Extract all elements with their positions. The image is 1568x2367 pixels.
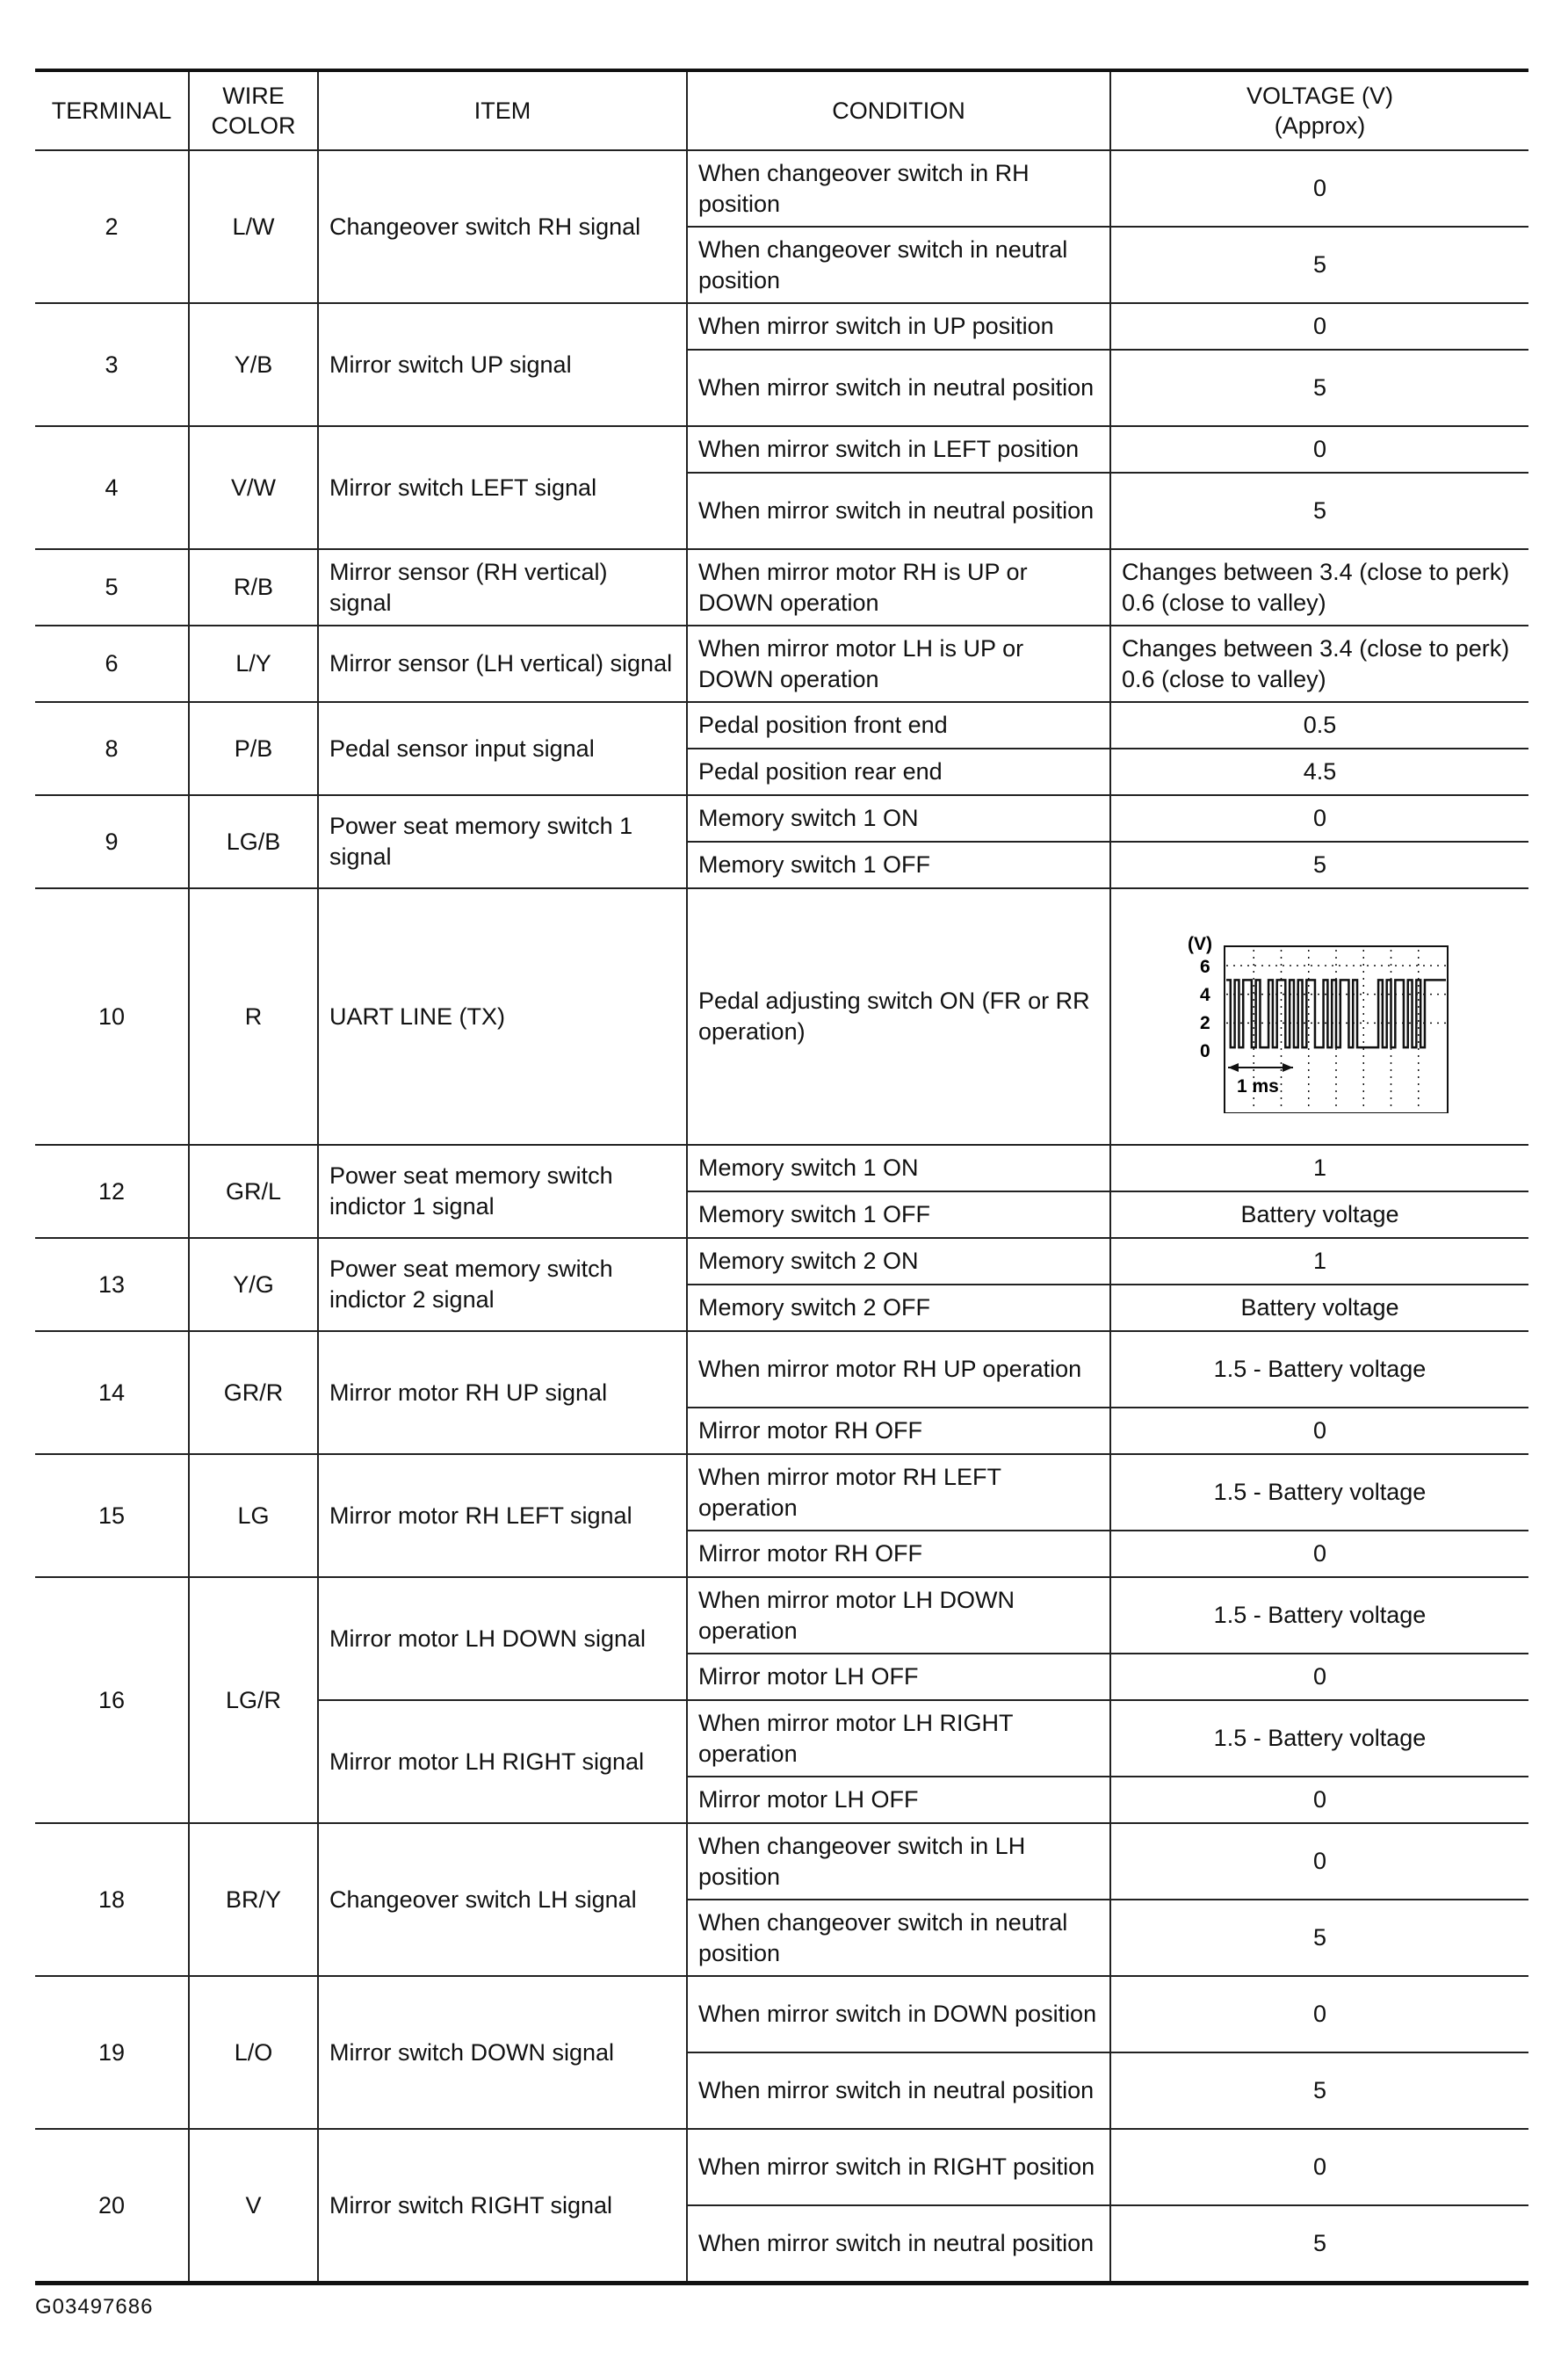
voltage-cell: 0.5	[1110, 702, 1528, 749]
voltage-cell: 5	[1110, 350, 1528, 426]
terminal-cell: 15	[35, 1454, 189, 1577]
voltage-cell: 1.5 - Battery voltage	[1110, 1700, 1528, 1777]
condition-cell: When mirror motor RH LEFT operation	[687, 1454, 1110, 1531]
terminal-cell: 12	[35, 1145, 189, 1238]
table-row	[35, 426, 1528, 473]
item-cell: Pedal sensor input signal	[318, 702, 687, 795]
voltage-cell: Changes between 3.4 (close to perk) 0.6 (close to valley)	[1110, 626, 1528, 702]
terminal-cell: 13	[35, 1238, 189, 1331]
table-row	[35, 1454, 1528, 1531]
wire-color-cell: L/W	[189, 150, 318, 303]
table-row	[35, 888, 1528, 1145]
voltage-cell: 5	[1110, 1900, 1528, 1976]
terminal-cell: 5	[35, 549, 189, 626]
item-cell: Power seat memory switch indictor 1 signal	[318, 1145, 687, 1238]
table-row	[35, 1976, 1528, 2052]
terminal-cell: 6	[35, 626, 189, 702]
voltage-cell: 0	[1110, 426, 1528, 473]
wire-color-cell: GR/L	[189, 1145, 318, 1238]
waveform-y-tick: 6	[1199, 957, 1210, 977]
condition-cell: When changeover switch in RH position	[687, 150, 1110, 227]
condition-cell: Mirror motor RH OFF	[687, 1531, 1110, 1577]
condition-cell: Memory switch 2 ON	[687, 1238, 1110, 1285]
condition-cell: When mirror motor RH UP operation	[687, 1331, 1110, 1408]
voltage-cell: 0	[1110, 303, 1528, 350]
header-condition: CONDITION	[687, 70, 1110, 150]
voltage-cell: 1	[1110, 1238, 1528, 1285]
terminal-cell: 3	[35, 303, 189, 426]
item-cell: Mirror motor RH UP signal	[318, 1331, 687, 1454]
waveform-trace	[1226, 980, 1446, 1047]
voltage-cell: 0	[1110, 1654, 1528, 1700]
voltage-cell: 5	[1110, 842, 1528, 888]
table-row	[35, 1145, 1528, 1191]
header-row	[35, 70, 1528, 150]
header-wire-color: WIRE COLOR	[189, 70, 318, 150]
condition-cell: Memory switch 1 OFF	[687, 842, 1110, 888]
voltage-cell: 0	[1110, 1408, 1528, 1454]
wire-color-cell: L/O	[189, 1976, 318, 2129]
uart-waveform	[1184, 920, 1456, 1113]
condition-cell: When mirror motor RH is UP or DOWN operation	[687, 549, 1110, 626]
wire-color-cell: LG/R	[189, 1577, 318, 1823]
condition-cell: When mirror switch in neutral position	[687, 473, 1110, 549]
voltage-cell: 5	[1110, 227, 1528, 303]
header-terminal: TERMINAL	[35, 70, 189, 150]
wire-color-cell: LG	[189, 1454, 318, 1577]
item-cell: Mirror sensor (RH vertical) signal	[318, 549, 687, 626]
waveform-y-tick: 0	[1199, 1041, 1210, 1061]
terminal-cell: 18	[35, 1823, 189, 1976]
voltage-cell: 0	[1110, 1777, 1528, 1823]
voltage-cell: 5	[1110, 2205, 1528, 2284]
wire-color-cell: R/B	[189, 549, 318, 626]
terminal-cell: 9	[35, 795, 189, 888]
item-cell: Mirror sensor (LH vertical) signal	[318, 626, 687, 702]
terminal-voltage-table	[35, 69, 1528, 2285]
condition-cell: Pedal position rear end	[687, 749, 1110, 795]
condition-cell: When mirror motor LH RIGHT operation	[687, 1700, 1110, 1777]
table-row	[35, 549, 1528, 626]
voltage-cell: 0	[1110, 795, 1528, 842]
condition-cell: When mirror switch in DOWN position	[687, 1976, 1110, 2052]
waveform-y-tick: 4	[1199, 985, 1210, 1005]
condition-cell: When mirror motor LH is UP or DOWN operation	[687, 626, 1110, 702]
voltage-cell: 0	[1110, 150, 1528, 227]
table-row	[35, 150, 1528, 227]
condition-cell: Memory switch 2 OFF	[687, 1285, 1110, 1331]
item-cell: Mirror switch LEFT signal	[318, 426, 687, 549]
wire-color-cell: Y/G	[189, 1238, 318, 1331]
condition-cell: Mirror motor LH OFF	[687, 1654, 1110, 1700]
wire-color-cell: GR/R	[189, 1331, 318, 1454]
voltage-cell: 1.5 - Battery voltage	[1110, 1577, 1528, 1654]
header-voltage-line1: VOLTAGE (V)	[1246, 83, 1394, 109]
condition-cell: When mirror switch in neutral position	[687, 350, 1110, 426]
terminal-cell: 10	[35, 888, 189, 1145]
voltage-cell: 4.5	[1110, 749, 1528, 795]
table-row	[35, 2129, 1528, 2205]
voltage-cell: Battery voltage	[1110, 1191, 1528, 1238]
voltage-cell: 0	[1110, 1531, 1528, 1577]
voltage-cell: 0	[1110, 1823, 1528, 1900]
header-voltage	[1110, 70, 1528, 150]
condition-cell: Mirror motor RH OFF	[687, 1408, 1110, 1454]
table-row	[35, 1823, 1528, 1900]
wire-color-cell: BR/Y	[189, 1823, 318, 1976]
terminal-cell: 19	[35, 1976, 189, 2129]
condition-cell: When mirror motor LH DOWN operation	[687, 1577, 1110, 1654]
voltage-cell: 5	[1110, 2052, 1528, 2129]
condition-cell: Pedal adjusting switch ON (FR or RR operation)	[687, 888, 1110, 1145]
voltage-cell: Battery voltage	[1110, 1285, 1528, 1331]
condition-cell: When changeover switch in LH position	[687, 1823, 1110, 1900]
item-cell: Changeover switch RH signal	[318, 150, 687, 303]
condition-cell: When mirror switch in UP position	[687, 303, 1110, 350]
time-scale-arrow-left	[1228, 1063, 1239, 1072]
condition-cell: Pedal position front end	[687, 702, 1110, 749]
item-cell: Mirror switch UP signal	[318, 303, 687, 426]
item-cell: Mirror switch RIGHT signal	[318, 2129, 687, 2284]
wire-color-cell: Y/B	[189, 303, 318, 426]
wire-color-cell: V	[189, 2129, 318, 2284]
terminal-cell: 2	[35, 150, 189, 303]
condition-cell: Memory switch 1 ON	[687, 795, 1110, 842]
wire-color-cell: V/W	[189, 426, 318, 549]
table-row	[35, 795, 1528, 842]
voltage-cell: 1	[1110, 1145, 1528, 1191]
item-cell: Mirror motor RH LEFT signal	[318, 1454, 687, 1577]
table-row	[35, 702, 1528, 749]
item-cell: Mirror motor LH DOWN signal	[318, 1577, 687, 1700]
wire-color-cell: P/B	[189, 702, 318, 795]
condition-cell: When mirror switch in RIGHT position	[687, 2129, 1110, 2205]
time-scale-label: 1 ms	[1236, 1076, 1279, 1097]
terminal-cell: 20	[35, 2129, 189, 2284]
condition-cell: Memory switch 1 OFF	[687, 1191, 1110, 1238]
voltage-cell: 5	[1110, 473, 1528, 549]
time-scale-arrow-right	[1283, 1063, 1293, 1072]
table-row	[35, 1577, 1528, 1654]
item-cell: Mirror switch DOWN signal	[318, 1976, 687, 2129]
waveform-unit-label: (V)	[1187, 934, 1212, 954]
wire-color-cell: R	[189, 888, 318, 1145]
table-row	[35, 303, 1528, 350]
condition-cell: Mirror motor LH OFF	[687, 1777, 1110, 1823]
terminal-cell: 4	[35, 426, 189, 549]
wire-color-cell: L/Y	[189, 626, 318, 702]
condition-cell: When changeover switch in neutral position	[687, 1900, 1110, 1976]
wire-color-cell: LG/B	[189, 795, 318, 888]
condition-cell: When mirror switch in LEFT position	[687, 426, 1110, 473]
item-cell: UART LINE (TX)	[318, 888, 687, 1145]
voltage-cell	[1110, 888, 1528, 1145]
header-item: ITEM	[318, 70, 687, 150]
voltage-cell: Changes between 3.4 (close to perk) 0.6 (close to valley)	[1110, 549, 1528, 626]
terminal-cell: 14	[35, 1331, 189, 1454]
voltage-cell: 0	[1110, 2129, 1528, 2205]
condition-cell: When mirror switch in neutral position	[687, 2205, 1110, 2284]
terminal-cell: 16	[35, 1577, 189, 1823]
terminal-voltage-table-sheet	[35, 69, 1528, 2285]
item-cell: Changeover switch LH signal	[318, 1823, 687, 1976]
item-cell: Mirror motor LH RIGHT signal	[318, 1700, 687, 1823]
terminal-cell: 8	[35, 702, 189, 795]
table-row	[35, 1331, 1528, 1408]
condition-cell: When mirror switch in neutral position	[687, 2052, 1110, 2129]
voltage-cell: 1.5 - Battery voltage	[1110, 1331, 1528, 1408]
figure-code: G03497686	[35, 2295, 154, 2319]
waveform-y-tick: 2	[1199, 1013, 1210, 1033]
table-row	[35, 626, 1528, 702]
table-row	[35, 1238, 1528, 1285]
header-voltage-line2: (Approx)	[1274, 112, 1366, 139]
condition-cell: When changeover switch in neutral position	[687, 227, 1110, 303]
item-cell: Power seat memory switch 1 signal	[318, 795, 687, 888]
condition-cell: Memory switch 1 ON	[687, 1145, 1110, 1191]
item-cell: Power seat memory switch indictor 2 signal	[318, 1238, 687, 1331]
voltage-cell: 1.5 - Battery voltage	[1110, 1454, 1528, 1531]
voltage-cell: 0	[1110, 1976, 1528, 2052]
